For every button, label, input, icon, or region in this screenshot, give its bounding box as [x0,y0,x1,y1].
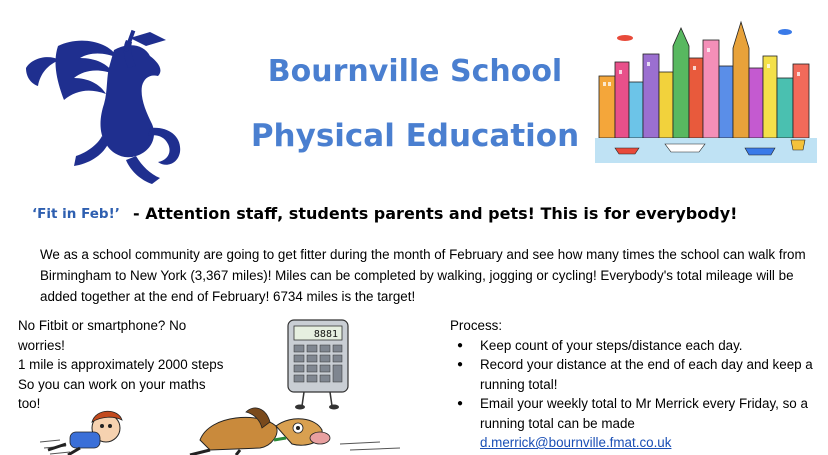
no-device-note [18,316,258,414]
no-device-line: worries! [18,337,65,353]
school-title: Bournville School [267,54,563,89]
campaign-tag: ‘Fit in Feb!’ [32,206,120,222]
intro-paragraph: We as a school community are going to get fitter during the month of February and see how many times the school can walk from Birmingham to New York (3,367 miles)! Miles can be completed by walking, jogging or cycling! Everybody's total mileage will be added together at the end of February! 6734 miles is the target! [40,247,806,304]
process-step: ● Record your distance at the end of each day and keep a running total! [450,355,820,394]
running-boy-and-dog-illustration [40,400,410,455]
no-device-line: So you can work on your maths [18,376,206,392]
no-device-line: too! [18,396,41,411]
calculator-illustration [282,318,354,410]
griffin-crest-logo [18,28,188,188]
no-device-line: 1 mile is approximately 2000 steps [18,357,224,372]
department-title: Physical Education [250,118,580,154]
process-steps [450,336,820,453]
process-step-text: Email your weekly total to Mr Merrick every Friday, so a running total can be made [480,396,808,431]
process-section [450,316,820,453]
no-device-line: No Fitbit or smartphone? No [18,318,187,333]
email-link[interactable]: d.merrick@bournville.fmat.co.uk [480,435,672,450]
process-step [450,394,820,453]
campaign-headline: - Attention staff, students parents and pets! This is for everybody! [133,204,738,223]
new-york-skyline-illustration [595,18,817,163]
process-heading: Process: [450,318,503,333]
process-step: ● Keep count of your steps/distance each day. [450,336,820,356]
calculator-display: 8881 [313,329,338,340]
